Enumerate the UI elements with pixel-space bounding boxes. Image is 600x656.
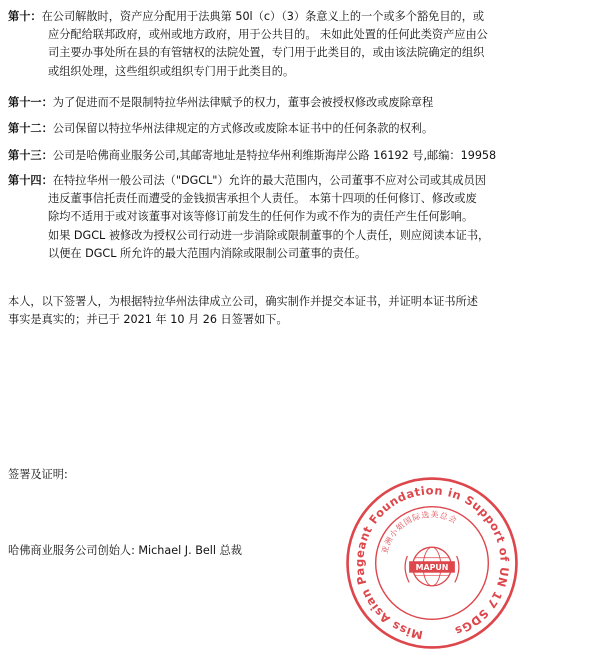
clause-line: 在公司解散时，资产应分配用于法典第 50l（c）（3）条意义上的一个或多个豁免目的，或	[41, 10, 485, 23]
clause-line: 司主要办事处所在县的有管辖权的法院处置，专门用于此类目的，或由该法院确定的组织	[48, 46, 485, 60]
clause-tenth	[8, 8, 588, 81]
clause-twelfth	[8, 120, 588, 138]
attestation-paragraph	[8, 293, 588, 329]
signature-label: 签署及证明:	[8, 468, 68, 481]
seal-outer-text: Miss Asian Pageant Foundation in Support of UN 17 SDGs	[352, 483, 512, 643]
clause-label: 第十：	[8, 10, 42, 23]
clause-line: 应分配给联邦政府，或州或地方政府，用于公共目的。 未如此处置的任何此类资产应由公	[48, 28, 488, 42]
clause-line: 公司是哈佛商业服务公司,其邮寄地址是特拉华州利维斯海岸公路 16192 号,邮编：19958	[52, 149, 497, 162]
clause-line: 以便在 DGCL 所允许的最大范围内消除或限制公司董事的责任。	[48, 246, 367, 260]
attestation-line: 事实是真实的；并已于 2021 年 10 月 26 日签署如下。	[8, 313, 288, 327]
seal-stamp	[344, 475, 520, 651]
clause-label: 第十二：	[8, 122, 53, 135]
clause-line: 或组织处理，这些组织或组织专门用于此类目的。	[48, 64, 295, 78]
clause-label: 第十三：	[8, 149, 53, 162]
signer-line: 哈佛商业服务公司创始人: Michael J. Bell 总裁	[8, 544, 242, 557]
seal-inner-text: 亚洲小姐国际选美总会	[380, 510, 459, 555]
clause-line: 违反董事信托责任而遭受的金钱损害承担个人责任。 本第十四项的任何修订、修改或废	[48, 192, 477, 206]
clause-line: 在特拉华州一般公司法（"DGCL"）允许的最大范围内，公司董事不应对公司或其成员因	[52, 174, 486, 187]
attestation-line: 本人，以下签署人，为根据特拉华州法律成立公司，确实制作并提交本证书，并证明本证书所述	[8, 295, 478, 308]
clause-line: 如果 DGCL 被修改为授权公司行动进一步消除或限制董事的个人责任，则应阅读本证书，	[48, 228, 490, 242]
clause-thirteenth	[8, 147, 588, 165]
clause-label: 第十四：	[8, 174, 53, 187]
clause-fourteenth	[8, 172, 588, 263]
clause-line: 公司保留以特拉华州法律规定的方式修改或废除本证书中的任何条款的权利。	[52, 122, 434, 135]
seal-center-text: MAPUN	[415, 563, 449, 573]
clause-line: 为了促进而不是限制特拉华州法律赋予的权力，董事会被授权修改或废除章程	[52, 96, 434, 109]
clause-eleventh	[8, 94, 588, 112]
clause-label: 第十一：	[8, 96, 53, 109]
clause-line: 除均不适用于或对该董事对该等修订前发生的任何作为或不作为的责任产生任何影响。	[48, 210, 474, 224]
